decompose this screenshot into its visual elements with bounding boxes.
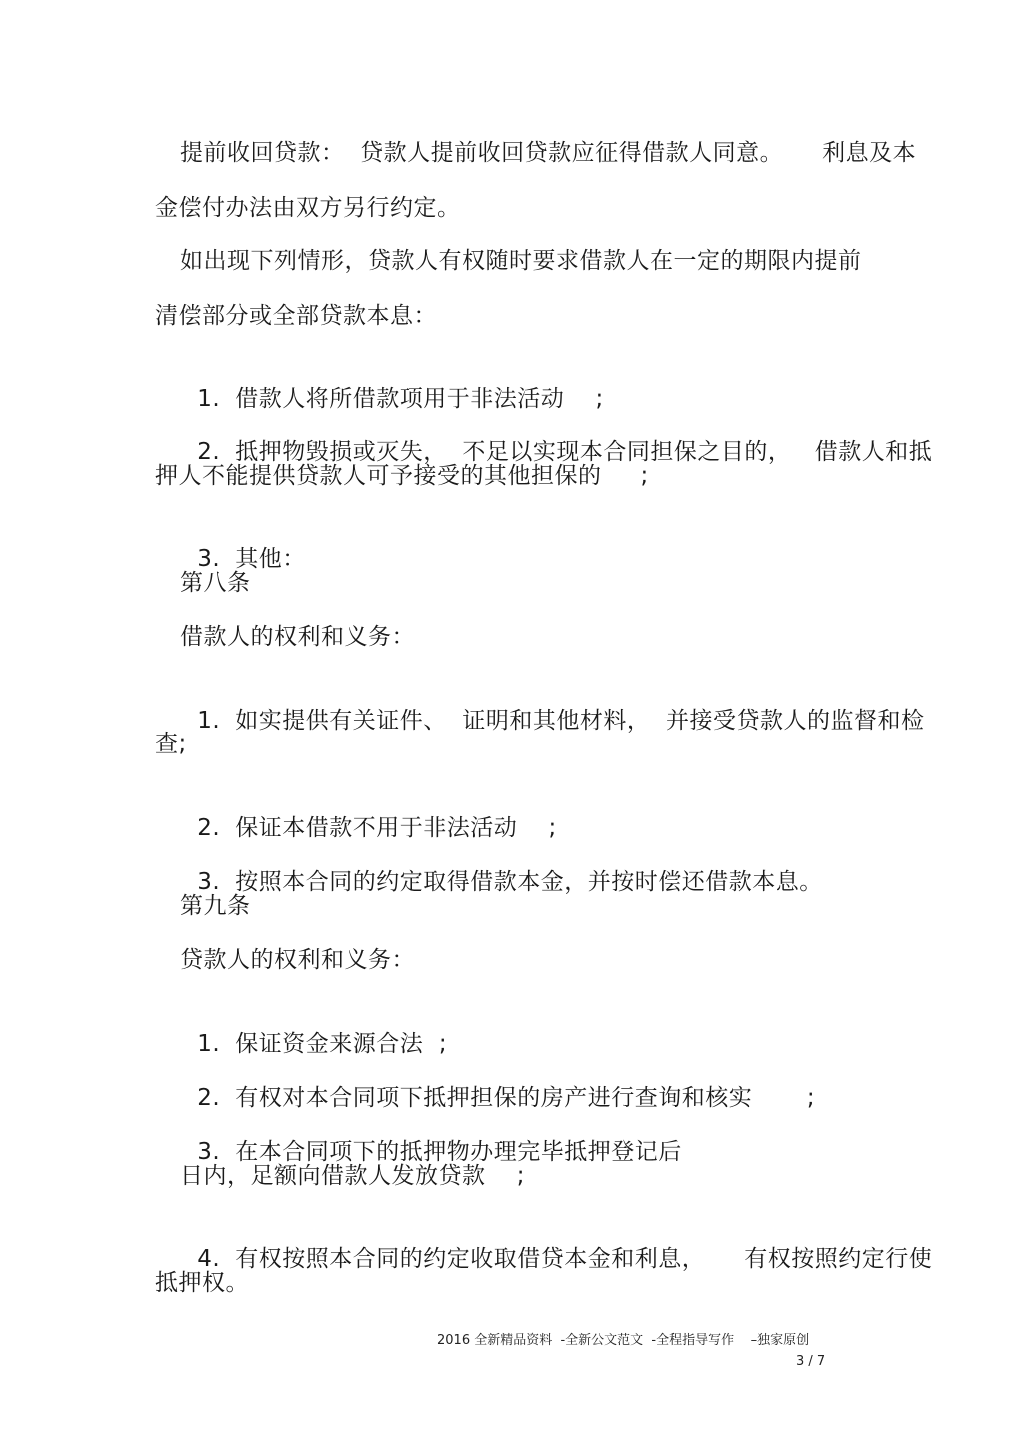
list-item-text: 保证本借款不用于非法活动 ; <box>235 815 557 841</box>
paragraph-line: 如出现下列情形，贷款人有权随时要求借款人在一定的期限内提前 <box>180 248 862 274</box>
list-number: 3. <box>197 1139 221 1165</box>
paragraph-line: 提前收回贷款： 贷款人提前收回贷款应征得借款人同意。 利息及本 <box>180 140 917 166</box>
section-subheading: 贷款人的权利和义务： <box>180 947 415 973</box>
list-number: 4. <box>197 1246 221 1272</box>
list-item-text: 在本合同项下的抵押物办理完毕抵押登记后 <box>235 1139 682 1165</box>
paragraph-line: 抵押权。 <box>155 1270 249 1296</box>
list-item <box>166 837 823 927</box>
list-number: 2. <box>197 439 221 465</box>
list-number: 3. <box>197 546 221 572</box>
list-item-text: 保证资金来源合法 ; <box>235 1031 448 1057</box>
paragraph-line: 金偿付办法由双方另行约定。 <box>155 195 461 221</box>
section-heading: 第八条 <box>180 570 251 596</box>
list-number: 3. <box>197 869 221 895</box>
paragraph-line: 查; <box>155 731 187 757</box>
list-item-text: 有权按照本合同的约定收取借贷本金和利息， 有权按照约定行使 <box>235 1246 933 1272</box>
list-item-text: 借款人将所借款项用于非法活动 ; <box>235 386 604 412</box>
list-item-text: 按照本合同的约定取得借款本金，并按时偿还借款本息。 <box>235 869 823 895</box>
paragraph-line: 清偿部分或全部贷款本息： <box>155 303 437 329</box>
paragraph-line: 日内，足额向借款人发放贷款 ; <box>180 1163 525 1189</box>
list-number: 1. <box>197 386 221 412</box>
paragraph-line: 押人不能提供贷款人可予接受的其他担保的 ; <box>155 463 649 489</box>
section-subheading: 借款人的权利和义务： <box>180 624 415 650</box>
list-number: 1. <box>197 1031 221 1057</box>
list-item-text: 有权对本合同项下抵押担保的房产进行查询和核实 ; <box>235 1085 816 1111</box>
section-heading: 第九条 <box>180 893 251 919</box>
list-number: 2. <box>197 815 221 841</box>
list-number: 1. <box>197 708 221 734</box>
list-item <box>166 676 925 766</box>
footer-text: 2016 全新精品资料 -全新公文范文 -全程指导写作 –独家原创 <box>437 1333 810 1348</box>
list-number: 2. <box>197 1085 221 1111</box>
list-item-text: 抵押物毁损或灭失， 不足以实现本合同担保之目的， 借款人和抵 <box>235 439 933 465</box>
page-number: 3 / 7 <box>796 1354 826 1369</box>
list-item-text: 其他： <box>235 546 306 572</box>
list-item-text: 如实提供有关证件、 证明和其他材料， 并接受贷款人的监督和检 <box>235 708 925 734</box>
list-item <box>166 1214 932 1304</box>
